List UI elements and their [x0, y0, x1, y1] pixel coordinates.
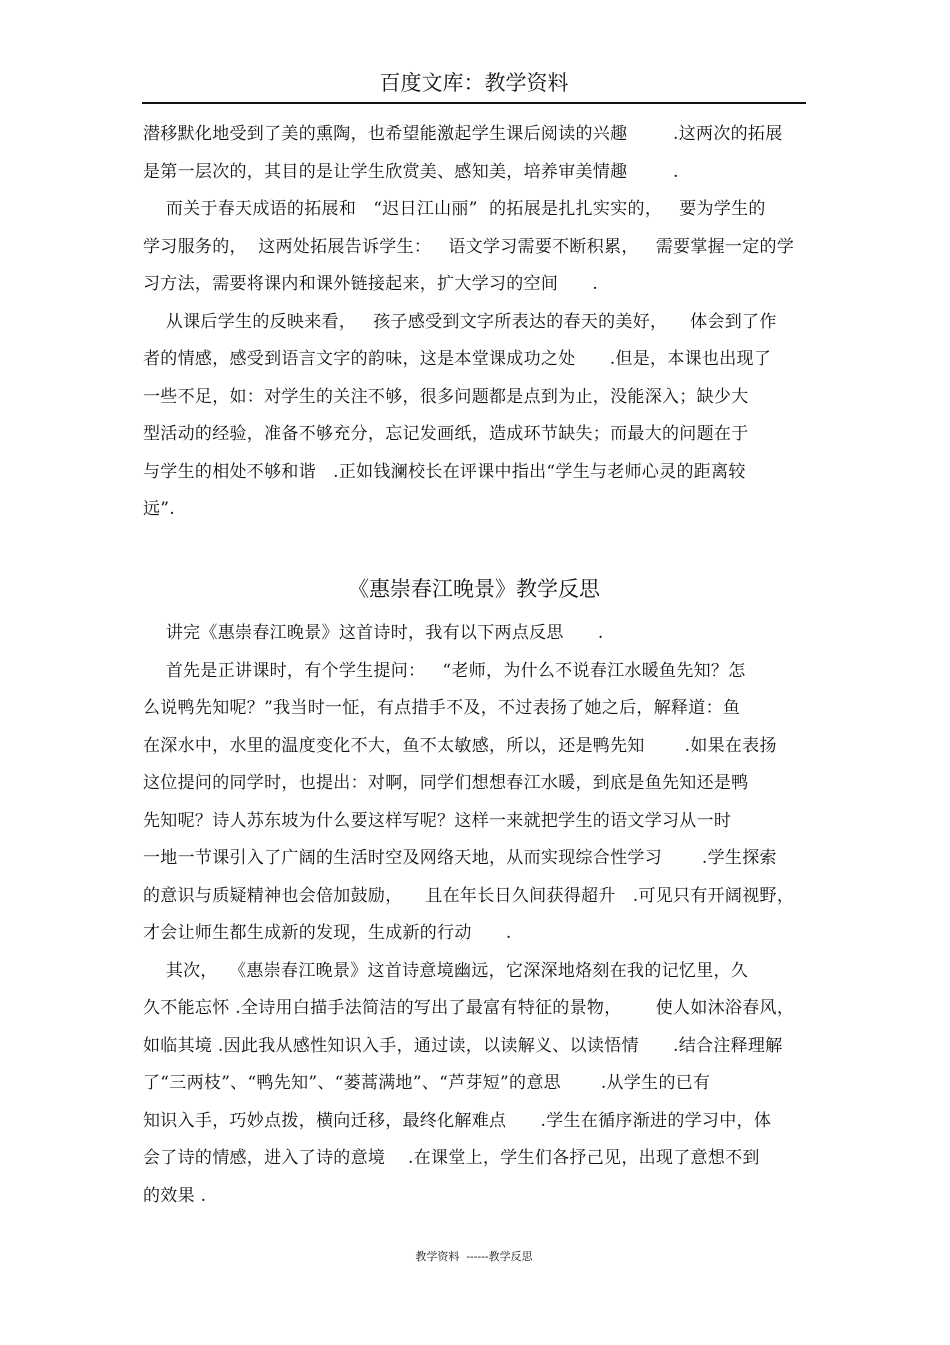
text-line: 会了诗的情感，进入了诗的意境 .在课堂上，学生们各抒己见，出现了意想不到 — [143, 1148, 760, 1168]
text-line: 是第一层次的，其目的是让学生欣赏美、感知美，培养审美情趣 . — [143, 161, 679, 182]
text-line: 一些不足，如：对学生的关注不够，很多问题都是点到为止，没能深入；缺少大 — [143, 386, 749, 407]
text-line: 者的情感，感受到语言文字的韵味，这是本堂课成功之处 .但是，本课也出现了 — [143, 349, 772, 369]
text-line: 了“三两枝”、“鸭先知”、“蒌蒿满地”、“芦芽短”的意思 .从学生的已有 — [143, 1073, 711, 1093]
text-line: 与学生的相处不够和谐 .正如钱澜校长在评课中指出“学生与老师心灵的距离较 — [143, 461, 746, 482]
text-line: 先知呢？诗人苏东坡为什么要这样写呢？这样一来就把学生的语文学习从一时 — [143, 810, 732, 831]
text-line: 习方法，需要将课内和课外链接起来，扩大学习的空间 . — [143, 274, 599, 294]
text-line: 才会让师生都生成新的发现，生成新的行动 . — [143, 923, 512, 943]
text-line: 这位提问的同学时，也提出：对啊，同学们想想春江水暖，到底是鱼先知还是鸭 — [143, 773, 749, 793]
text-line: 在深水中，水里的温度变化不大，鱼不太敏感，所以，还是鸭先知 .如果在表扬 — [143, 735, 777, 756]
body-text-part2 — [143, 615, 807, 1215]
text-line: 而关于春天成语的拓展和 “迟日江山丽” 的拓展是扎扎实实的， 要为学生的 — [143, 199, 766, 219]
page-header: 百度文库：教学资料 — [142, 68, 806, 104]
body-text-part1 — [143, 116, 807, 529]
text-line: 久不能忘怀 .全诗用白描手法简洁的写出了最富有特征的景物， 使人如沐浴春风， — [143, 998, 795, 1018]
page-footer: 教学资料 ------教学反思 — [415, 1250, 533, 1263]
text-line: 的效果 . — [143, 1185, 207, 1206]
text-line: 的意识与质疑精神也会倍加鼓励， 且在年长日久间获得超升 .可见只有开阔视野， — [143, 885, 795, 906]
text-line: 型活动的经验，准备不够充分，忘记发画纸，造成环节缺失；而最大的问题在于 — [143, 424, 749, 444]
text-line: 讲完《惠崇春江晚景》这首诗时，我有以下两点反思 . — [143, 623, 604, 643]
text-line: 其次， 《惠崇春江晚景》这首诗意境幽远，它深深地烙刻在我的记忆里，久 — [143, 960, 749, 981]
text-line: 知识入手，巧妙点拨，横向迁移，最终化解难点 .学生在循序渐进的学习中，体 — [143, 1110, 772, 1131]
text-line: 首先是正讲课时，有个学生提问： “老师，为什么不说春江水暖鱼先知？怎 — [143, 660, 746, 681]
text-line: 么说鸭先知呢？”我当时一怔，有点措手不及，不过表扬了她之后，解释道：鱼 — [143, 698, 741, 718]
text-line: 如临其境 .因此我从感性知识入手，通过读，以读解义、以读悟情 .结合注释理解 — [143, 1035, 783, 1056]
text-line: 学习服务的， 这两处拓展告诉学生： 语文学习需要不断积累， 需要掌握一定的学 — [143, 236, 795, 257]
text-line: 潜移默化地受到了美的熏陶，也希望能激起学生课后阅读的兴趣 .这两次的拓展 — [143, 124, 783, 144]
text-line: 远”. — [143, 499, 175, 519]
text-line: 一地一节课引入了广阔的生活时空及网络天地，从而实现综合性学习 .学生探索 — [143, 848, 777, 868]
section-title: 《惠崇春江晚景》教学反思 — [348, 577, 600, 601]
text-line: 从课后学生的反映来看， 孩子感受到文字所表达的春天的美好， 体会到了作 — [143, 311, 777, 332]
